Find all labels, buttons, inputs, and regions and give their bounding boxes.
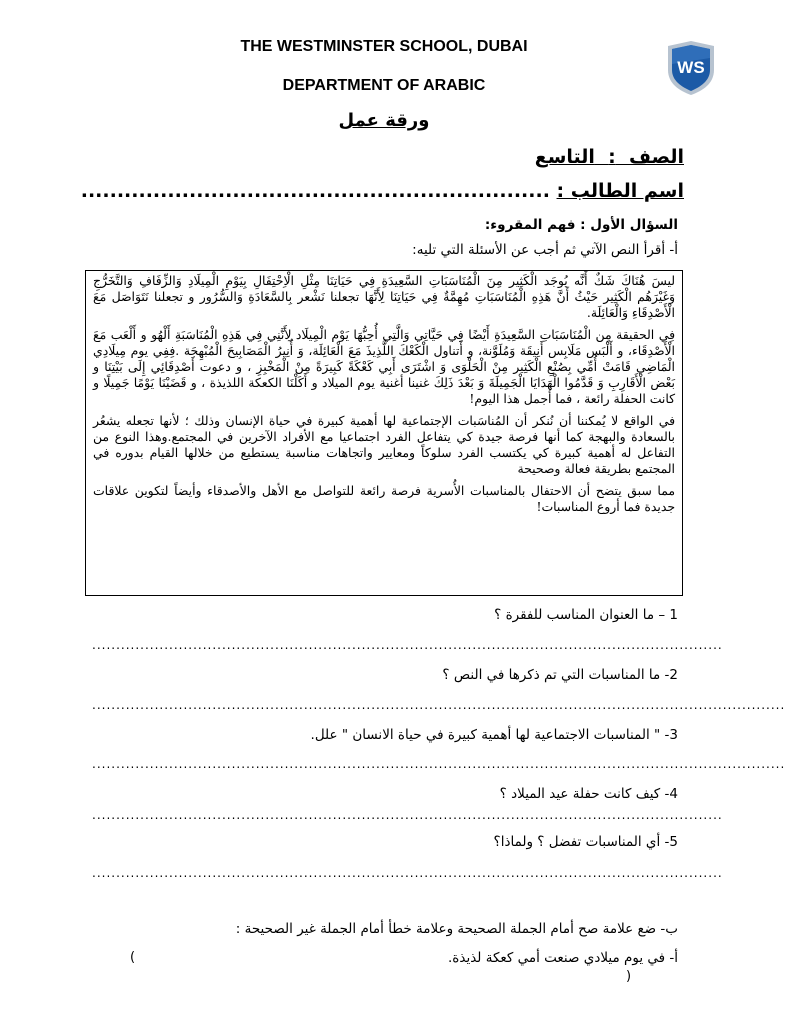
school-name: THE WESTMINSTER SCHOOL, DUBAI (240, 38, 528, 55)
worksheet-title: ورقة عمل (338, 110, 430, 131)
student-name-line (80, 180, 684, 202)
question1-title: السؤال الأول : فهم المقروء: (484, 217, 678, 233)
school-logo (664, 40, 718, 96)
true-false-item-1: أ- في يوم ميلادي صنعت أمي كعكة لذيذة. (448, 950, 678, 966)
question-5: 5- أي المناسبات تفضل ؟ ولماذا؟ (493, 834, 678, 850)
answer-line-2[interactable]: ................................................................................................................................................ (92, 698, 785, 712)
department-name: DEPARTMENT OF ARABIC (282, 77, 486, 94)
answer-line-1[interactable]: ................................................................................................................................... (92, 638, 723, 652)
passage-paragraph-3: في الواقع لا يُمكننا أن نُنكر أن المُناسَبات الإجتماعية لها أهمية كبيرة في حياة الإنسان وذلك ؛ لأنها تجعله يشعُر بالسعادة والبهجة كما أنها فرصة جيدة كي يتفاعل الفرد اجتماعيا مع الأفراد الآخرين في المجتمع.وهذا النوع من التفاعل له أهمية كبيرة كي يكتسب الفرد سلوكاً ومعايير واتجاهات مناسبة يستطيع من خلالها القيام بدوره في المجتمع بطريقة فعالة وصحيحة (93, 413, 675, 476)
reading-passage (85, 270, 683, 596)
answer-bracket-open[interactable]: ( (130, 950, 136, 965)
grade-value: التاسع (534, 146, 595, 168)
grade-label: الصف (629, 146, 684, 168)
answer-bracket-close[interactable]: ) (626, 969, 632, 984)
question-2: 2- ما المناسبات التي تم ذكرها في النص ؟ (442, 667, 678, 683)
passage-paragraph-4: مما سبق يتضح أن الاحتفال بالمناسبات الأُسرية فرصة رائعة للتواصل مع الأهل والأصدقاء وأيضاً لتكوين علاقات جديدة فما أروع المناسبات! (93, 483, 675, 514)
grade-separator: : (608, 146, 616, 168)
question-3: 3- " المناسبات الاجتماعية لها أهمية كبيرة في حياة الانسان " علل. (310, 727, 678, 743)
passage-paragraph-2: فِي الحقيقة مِن الْمُنَاسَبَاتِ السَّعِيدَةِ أَيْضًا فِي حَيَّاتِي وَالَّتِي أُحِبُّهَا يَوْم الْمِيلَاد لِأَنَّنِي فِي هَذِهِ الْمُنَاسَبَةِ أَلْهُو و أَلْعَب مَعَ الْأَصْدِقَاء، و أَلْبَس مَلَابِس أَنِيقَة وَمُلَوَّنة، و أَتناول الْكَعْكَ اللَّذِيذَ مَعَ الْعَائِلَة، وَ أُنِيرُ الْمَصَابِيحَ الْمُبْهِجَة .فِفِي يوم مِيلَادِي الْمَاضِي قَامَتْ أُمِّي بِصُنْعِ الْكَثِير مِنْ الْحَلْوَى وَ اشْتَرَى أَبِي كَعْكَةً كَبِيرَةً مِنْ الْمَخْبِزِ ، و دعوت أَصْدِقَائِي إِلَى بَيْتِنَا و بَعْض الْأَقَارِبِ وَ قَدَّمُوا الْهَدَايَا الْجَمِيلَةَ وَ بَعْدَ ذَلِكَ غنينا أغنية يوم الميلاد و أَكَلْنَا الكعكة اللذيذة ، و قَضَيْنَا يَوْمًا جَمِيلًا و كانت الحفلة رائعة ، فما أجمل هذا اليوم! (93, 327, 675, 406)
logo-text: WS (677, 58, 705, 77)
answer-line-5[interactable]: ................................................................................................................................... (92, 866, 723, 880)
passage-paragraph-1: ليسَ هُنَاكَ شَكٌ أَنَّه يُوجَد الْكَثِير مِنَ الْمُنَاسَبَاتِ السَّعِيدَةِ فِي حَيَاتِنَا مِثْلِ الْاِحْتِفَالِ بِيَوْمِ الْمِيلَادِ وَالزِّفَافِ وَالتَّخَرُّجِ وَغَيْرَهُم الْكَثِير حَيْثُ أَنَّ هَذِهِ الْمُنَاسَبَاتِ مُهِمَّةٌ فِي حَيَاتِنَا لِأَنَّهَا تجعلنا نَشْعر بِالسَّعَادَةِ وَالسُّرُور و تجعلنا نَتَوَاصَل مَعَ الْأَصْدِقَاءِ وَالْعَائِلَة. (93, 273, 675, 320)
answer-line-4[interactable]: ................................................................................................................................... (92, 808, 723, 822)
student-name-field[interactable]: ................................................................. (80, 180, 550, 202)
grade-line (84, 146, 684, 168)
question-1: 1 – ما العنوان المناسب للفقرة ؟ (494, 607, 678, 623)
question1-instruction: أ- أقرأ النص الآتي ثم أجب عن الأسئلة التي تليه: (412, 242, 678, 258)
part-b-title: ب- ضع علامة صح أمام الجملة الصحيحة وعلامة خطأ أمام الجملة غير الصحيحة : (235, 921, 678, 937)
question-4: 4- كيف كانت حفلة عيد الميلاد ؟ (499, 786, 678, 802)
student-name-label: اسم الطالب : (556, 180, 684, 202)
answer-line-3[interactable]: ................................................................................................................................................ (92, 757, 785, 771)
